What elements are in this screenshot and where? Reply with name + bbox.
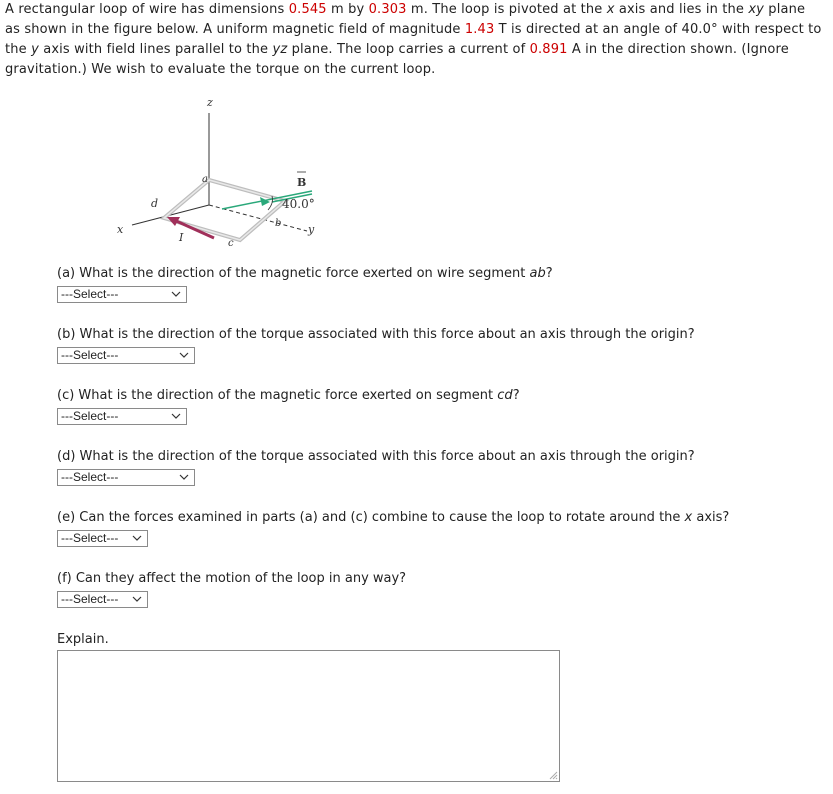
loop-length-value: 0.545 xyxy=(288,2,327,17)
select-torque-cd[interactable]: ---Select--- xyxy=(57,469,195,486)
chevron-down-icon xyxy=(171,289,181,299)
question-d: (d) What is the direction of the torque associated with this force about an axis through the origin? xyxy=(57,449,695,464)
corner-b-label: b xyxy=(275,218,282,229)
angle-label: 40.0° xyxy=(282,197,315,211)
y-axis-label: y xyxy=(308,223,315,236)
resize-grip-icon[interactable] xyxy=(548,770,558,780)
x-axis-label: x xyxy=(117,223,124,236)
z-axis-label: z xyxy=(207,96,213,109)
question-e: (e) Can the forces examined in parts (a) and (c) combine to cause the loop to rotate around the x axis? xyxy=(57,510,730,525)
select-affect-motion[interactable]: ---Select--- xyxy=(57,591,148,608)
current-value: 0.891 xyxy=(529,42,568,57)
explain-textarea[interactable] xyxy=(57,650,560,782)
field-label: B xyxy=(297,176,307,189)
select-force-cd[interactable]: ---Select--- xyxy=(57,408,187,425)
chevron-down-icon xyxy=(132,594,142,604)
question-c: (c) What is the direction of the magnetic force exerted on segment cd? xyxy=(57,388,520,403)
explain-label: Explain. xyxy=(57,632,109,647)
corner-d-label: d xyxy=(151,197,159,210)
problem-statement: A rectangular loop of wire has dimensions 0.545 m by 0.303 m. The loop is pivoted at the x axis and lies in the xy plane as shown in the figure below. A uniform magnetic field of magnitude 1.43 T is directed at an angle of 40.0° with respect to the y axis with field lines parallel to the yz plane. The loop carries a current of 0.891 A in the direction shown. (Ignore gravitation.) We wish to evaluate the torque on the current loop. xyxy=(5,2,822,77)
corner-a-label: a xyxy=(202,174,208,185)
select-torque-ab[interactable]: ---Select--- xyxy=(57,347,195,364)
current-label: I xyxy=(179,231,184,244)
chevron-down-icon xyxy=(132,533,142,543)
loop-figure xyxy=(112,93,330,255)
question-f: (f) Can they affect the motion of the loop in any way? xyxy=(57,571,407,586)
chevron-down-icon xyxy=(179,472,189,482)
select-rotate-x[interactable]: ---Select--- xyxy=(57,530,148,547)
question-b: (b) What is the direction of the torque associated with this force about an axis through the origin? xyxy=(57,327,695,342)
field-magnitude-value: 1.43 xyxy=(464,22,495,37)
loop-width-value: 0.303 xyxy=(368,2,407,17)
chevron-down-icon xyxy=(171,411,181,421)
corner-c-label: c xyxy=(228,238,234,249)
select-force-ab[interactable]: ---Select--- xyxy=(57,286,187,303)
chevron-down-icon xyxy=(179,350,189,360)
question-a: (a) What is the direction of the magnetic force exerted on wire segment ab? xyxy=(57,266,553,281)
